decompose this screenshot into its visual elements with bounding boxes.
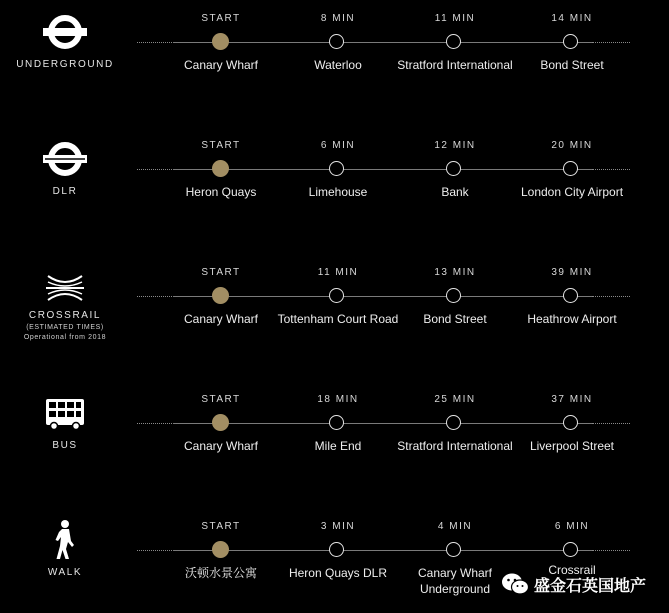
stop-time: 18 MIN [317,394,359,405]
stop-time: 3 MIN [320,521,356,532]
mode-label: WALK [47,567,83,578]
stop-dot [446,415,461,430]
stop-dot [563,288,578,303]
wechat-icon [500,571,530,597]
stop-dot [446,542,461,557]
mode-label: UNDERGROUND [16,59,114,70]
stop-time: START [201,140,241,151]
stop-dot [446,161,461,176]
stop-time: 39 MIN [551,267,593,278]
mode-note: Operational from 2018 [23,334,107,341]
stop-dot [563,161,578,176]
mode-subtitle: (ESTIMATED TIMES) [26,324,104,331]
stop-time: 14 MIN [551,13,593,24]
mode-crossrail [0,254,130,354]
start-dot [212,160,229,177]
mode-label: DLR [52,186,78,197]
mode-underground [0,0,130,100]
stop-dot [329,161,344,176]
stop-dot [563,542,578,557]
stop-time: START [201,521,241,532]
walking-person-icon [40,518,90,560]
stop [502,127,642,227]
stop-dot [563,415,578,430]
mode-walk [0,508,130,608]
stop-name: Liverpool Street [529,439,615,453]
stop-dot [446,34,461,49]
stop-time: START [201,267,241,278]
stop-time: 25 MIN [434,394,476,405]
transport-row-crossrail [0,254,669,354]
stop-name: Bond Street [423,312,487,326]
stop-dot [329,415,344,430]
start-dot [212,33,229,50]
stop-time: 12 MIN [434,140,476,151]
start-dot [212,287,229,304]
stop-time: 37 MIN [551,394,593,405]
stop-dot [329,288,344,303]
transport-row-bus [0,381,669,481]
transport-row-underground [0,0,669,100]
stop-name: Crossrail [548,563,596,577]
dlr-roundel-icon [40,139,90,179]
mode-label: BUS [52,440,78,451]
stop-name: 沃顿水景公寓 [184,566,257,580]
stop-time: 11 MIN [317,267,359,278]
stop-dot [446,288,461,303]
stop-name: Bank [441,185,469,199]
crossrail-icon [40,268,90,308]
watermark-text: 盛金石英国地产 [534,578,647,595]
start-dot [212,541,229,558]
stop-name: Bond Street [540,58,604,72]
stop-name: Canary Wharf [183,439,259,453]
stop-dot [329,542,344,557]
stop-time: START [201,13,241,24]
stop-time: 4 MIN [437,521,473,532]
stop-name: Tottenham Court Road [277,312,399,326]
stop-name: Waterloo [314,58,362,72]
stop-time: 6 MIN [320,140,356,151]
stop-name: Canary Wharf Underground [417,566,493,596]
stop-name: Limehouse [308,185,368,199]
stop-dot [563,34,578,49]
stop-dot [329,34,344,49]
bus-icon [40,393,90,433]
underground-roundel-icon [40,12,90,52]
stop-time: START [201,394,241,405]
transport-row-dlr [0,127,669,227]
stop-name: Mile End [314,439,362,453]
mode-dlr [0,127,130,227]
stop-name: Heathrow Airport [527,312,617,326]
start-dot [212,414,229,431]
mode-label: CROSSRAIL [28,310,102,321]
stop-name: London City Airport [520,185,624,199]
stop-name: Stratford International [397,439,513,453]
mode-bus [0,381,130,481]
stop-name: Canary Wharf [183,312,259,326]
stop-name: Stratford International [397,58,513,72]
stop-time: 20 MIN [551,140,593,151]
stop-time: 11 MIN [434,13,476,24]
stop-name: Heron Quays [185,185,257,199]
stop-time: 6 MIN [554,521,590,532]
stop [502,254,642,354]
watermark [500,569,665,599]
stop-time: 13 MIN [434,267,476,278]
stop [502,381,642,481]
stop-name: Canary Wharf [183,58,259,72]
stop-name: Heron Quays DLR [288,566,388,580]
stop [502,0,642,100]
stop-time: 8 MIN [320,13,356,24]
